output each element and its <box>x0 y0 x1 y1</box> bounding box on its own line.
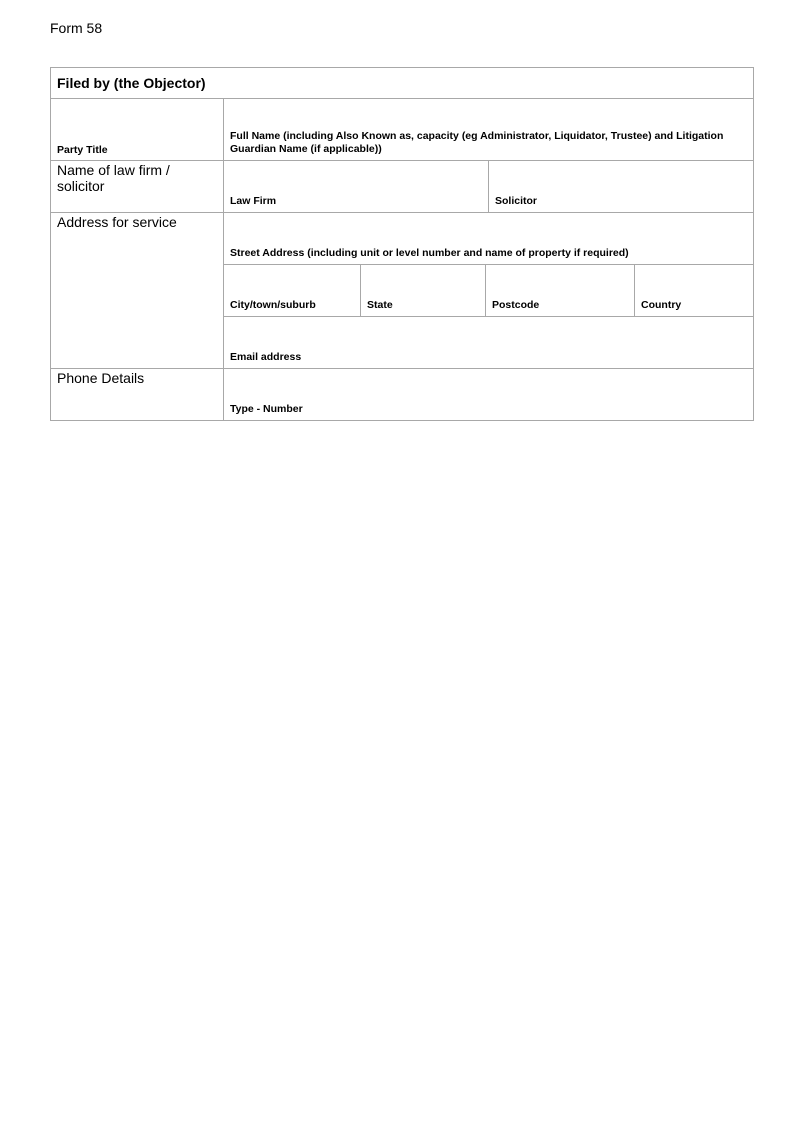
solicitor-field[interactable] <box>489 161 754 213</box>
solicitor-caption: Solicitor <box>495 195 538 207</box>
postcode-field[interactable] <box>486 265 635 317</box>
party-title-caption: Party Title <box>57 144 108 156</box>
email-field[interactable] <box>224 317 754 369</box>
city-field[interactable] <box>224 265 361 317</box>
section-title: Filed by (the Objector) <box>51 68 754 99</box>
phone-type-number-caption: Type - Number <box>230 403 303 415</box>
law-firm-row-label <box>51 161 224 213</box>
state-field[interactable] <box>361 265 486 317</box>
objector-form-table <box>50 67 754 421</box>
address-row-label <box>51 213 224 369</box>
phone-type-number-field[interactable] <box>224 369 754 421</box>
country-field[interactable] <box>635 265 754 317</box>
law-firm-field[interactable] <box>224 161 489 213</box>
postcode-caption: Postcode <box>492 299 540 311</box>
form-number: Form 58 <box>50 20 103 36</box>
phone-row-label <box>51 369 224 421</box>
country-caption: Country <box>641 299 682 311</box>
law-firm-label: Name of law firm / solicitor <box>57 162 170 194</box>
email-caption: Email address <box>230 351 302 363</box>
party-title-field[interactable] <box>51 99 224 161</box>
street-address-caption: Street Address (including unit or level number and name of property if required) <box>230 247 629 259</box>
street-address-field[interactable] <box>224 213 754 265</box>
address-label: Address for service <box>57 214 177 230</box>
full-name-caption: Full Name (including Also Known as, capacity (eg Administrator, Liquidator, Trustee) and Litigation Guardian Name (if applicable)) <box>230 130 724 155</box>
full-name-field[interactable] <box>224 99 754 161</box>
law-firm-caption: Law Firm <box>230 195 277 207</box>
phone-label: Phone Details <box>57 370 145 386</box>
city-caption: City/town/suburb <box>230 299 316 311</box>
state-caption: State <box>367 299 393 311</box>
